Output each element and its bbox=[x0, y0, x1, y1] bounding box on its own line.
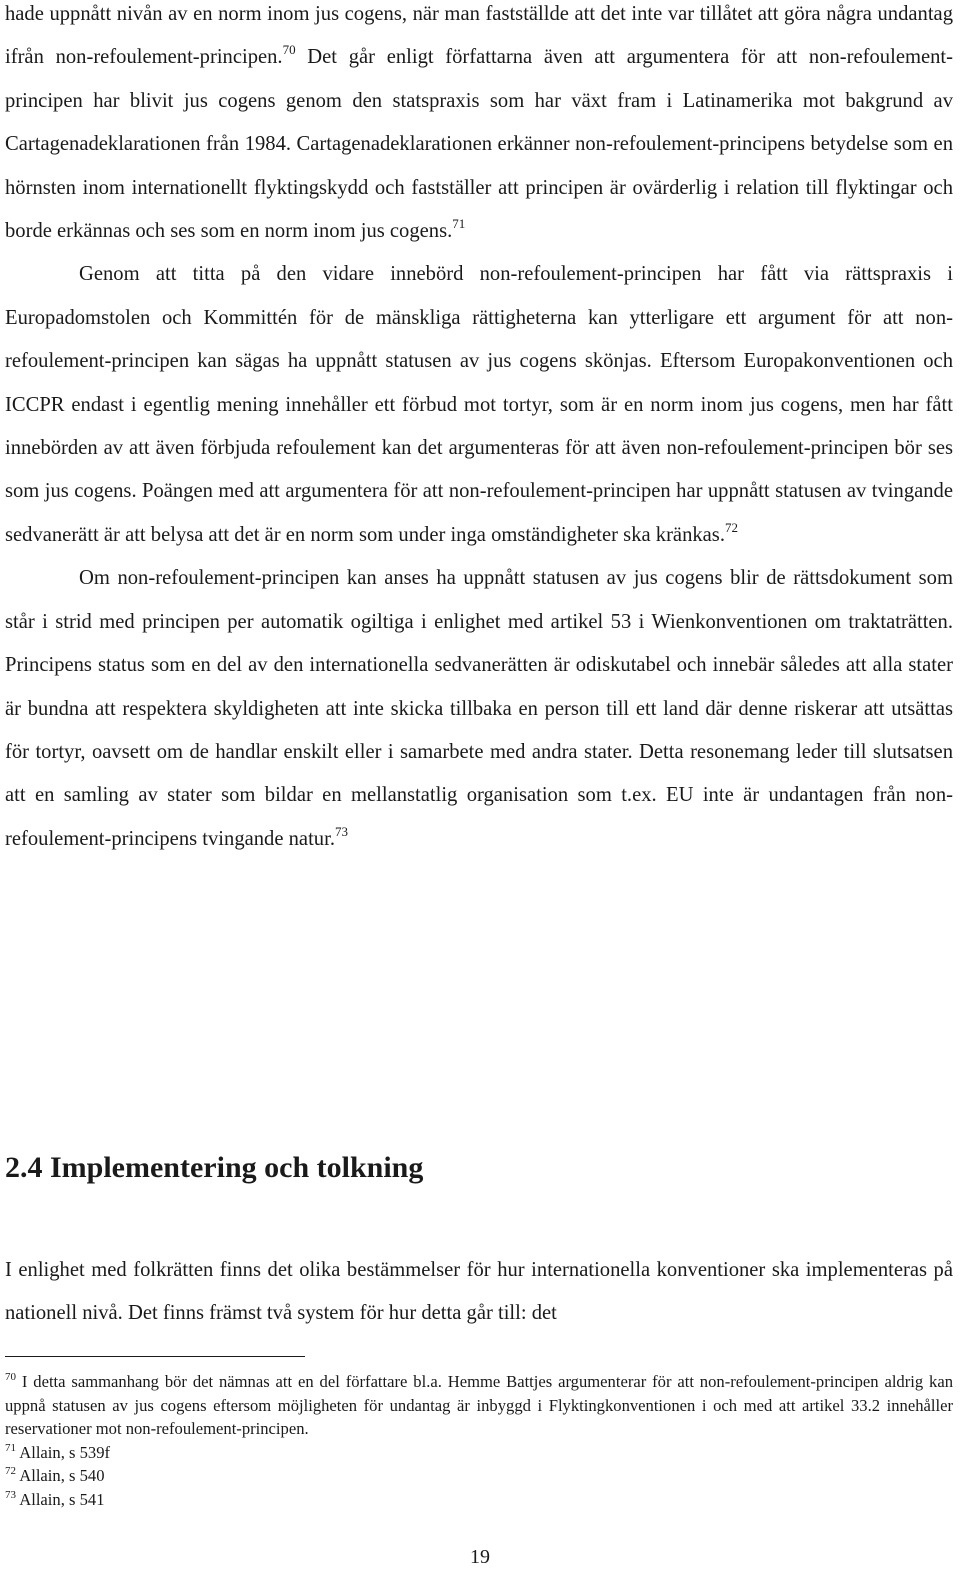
paragraph-2-text: Genom att titta på den vidare innebörd non-refoulement-principen har fått via rättspraxis i Europadomstolen och Kommittén för de mänskliga rättigheterna kan ytterligare ett argument för att non-refoulement-principen kan sägas ha uppnått statusen av jus cogens skönjas. Eftersom Europakonventionen och ICCPR endast i egentlig mening innehåller ett förbud mot tortyr, som är en norm inom jus cogens, men har fått innebörden av att även förbjuda refoulement kan det argumenteras för att även non-refoulement-principen bör ses som jus cogens. Poängen med att argumentera för att non-refoulement-principen har uppnått statusen av tvingande sedvanerätt är att belysa att det är en norm som under inga omständigheter ska kränkas. bbox=[5, 263, 953, 546]
footnote-text: Allain, s 539f bbox=[16, 1442, 111, 1462]
footnote-text: Allain, s 541 bbox=[16, 1489, 105, 1509]
footnote-72 bbox=[5, 1464, 953, 1488]
page-number: 19 bbox=[470, 1546, 490, 1568]
footnote-number: 71 bbox=[5, 1441, 16, 1454]
footnote-ref-72[interactable]: 72 bbox=[724, 519, 738, 535]
footnote-text: Allain, s 540 bbox=[16, 1466, 105, 1486]
paragraph-4: I enlighet med folkrätten finns det olika bestämmelser för hur internationella konventioner ska implementeras på nationell nivå. Det finns främst två system för hur detta går till: det bbox=[5, 1259, 953, 1325]
paragraph-1-text-a: hade uppnått nivån av en norm inom jus cogens, när man fastställde att det inte var tillåtet att göra några undantag ifrån non-refoulement-principen. bbox=[5, 3, 953, 69]
paragraph-3-text: Om non-refoulement-principen kan anses ha uppnått statusen av jus cogens blir de rättsdokument som står i strid med principen per automatik ogiltiga i enlighet med artikel 53 i Wienkonventionen om traktaträtten. Principens status som en del av den internationella sedvanerätten är odiskutabel och innebär således att alla stater är bundna att respektera skyldigheten att inte skicka tillbaka en person till ett land där denne riskerar att utsättas för tortyr, oavsett om de handlar enskilt eller i samarbete med andra stater. Detta resonemang leder till slutsatsen att en samling av stater som bildar en mellanstatlig organisation som t.ex. EU inte är undantagen från non-refoulement-principens tvingande natur. bbox=[5, 567, 953, 850]
footnote-text: I detta sammanhang bör det nämnas att en del författare bl.a. Hemme Battjes argumenterar för att non-refoulement-principen aldrig kan uppnå statusen av jus cogens eftersom möjligheten för undantag är inbyggd i Flyktingkonventionen i och med att artikel 33.2 innehåller reservationer mot non-refoulement-principen. bbox=[5, 1372, 953, 1439]
section-heading: 2.4 Implementering och tolkning bbox=[5, 1151, 424, 1184]
paragraph-2 bbox=[5, 253, 953, 557]
footnote-70 bbox=[5, 1370, 953, 1441]
footnote-ref-73[interactable]: 73 bbox=[334, 823, 348, 839]
footnote-ref-71[interactable]: 71 bbox=[452, 216, 466, 232]
footnote-71 bbox=[5, 1441, 953, 1465]
footnotes bbox=[5, 1370, 953, 1512]
footnote-number: 72 bbox=[5, 1465, 16, 1478]
paragraph-1 bbox=[5, 0, 953, 253]
footnote-separator bbox=[5, 1356, 305, 1357]
footnote-ref-70[interactable]: 70 bbox=[282, 42, 296, 58]
page-body bbox=[5, 0, 953, 861]
footnote-number: 70 bbox=[5, 1371, 16, 1383]
paragraph-1-text-b: Det går enligt författarna även att argumentera för att non-refoulement-principen har blivit jus cogens genom den statspraxis som har växt fram i Latinamerika mot bakgrund av Cartagenadeklarationen från 1984. Cartagenadeklarationen erkänner non-refoulement-principens betydelse som en hörnsten inom internationellt flyktingskydd och fastställer att principen är ovärderlig i relation till flyktingar och borde erkännas och ses som en norm inom jus cogens. bbox=[5, 46, 953, 243]
paragraph-3 bbox=[5, 557, 953, 861]
footnote-number: 73 bbox=[5, 1488, 16, 1501]
footnote-73 bbox=[5, 1488, 953, 1512]
